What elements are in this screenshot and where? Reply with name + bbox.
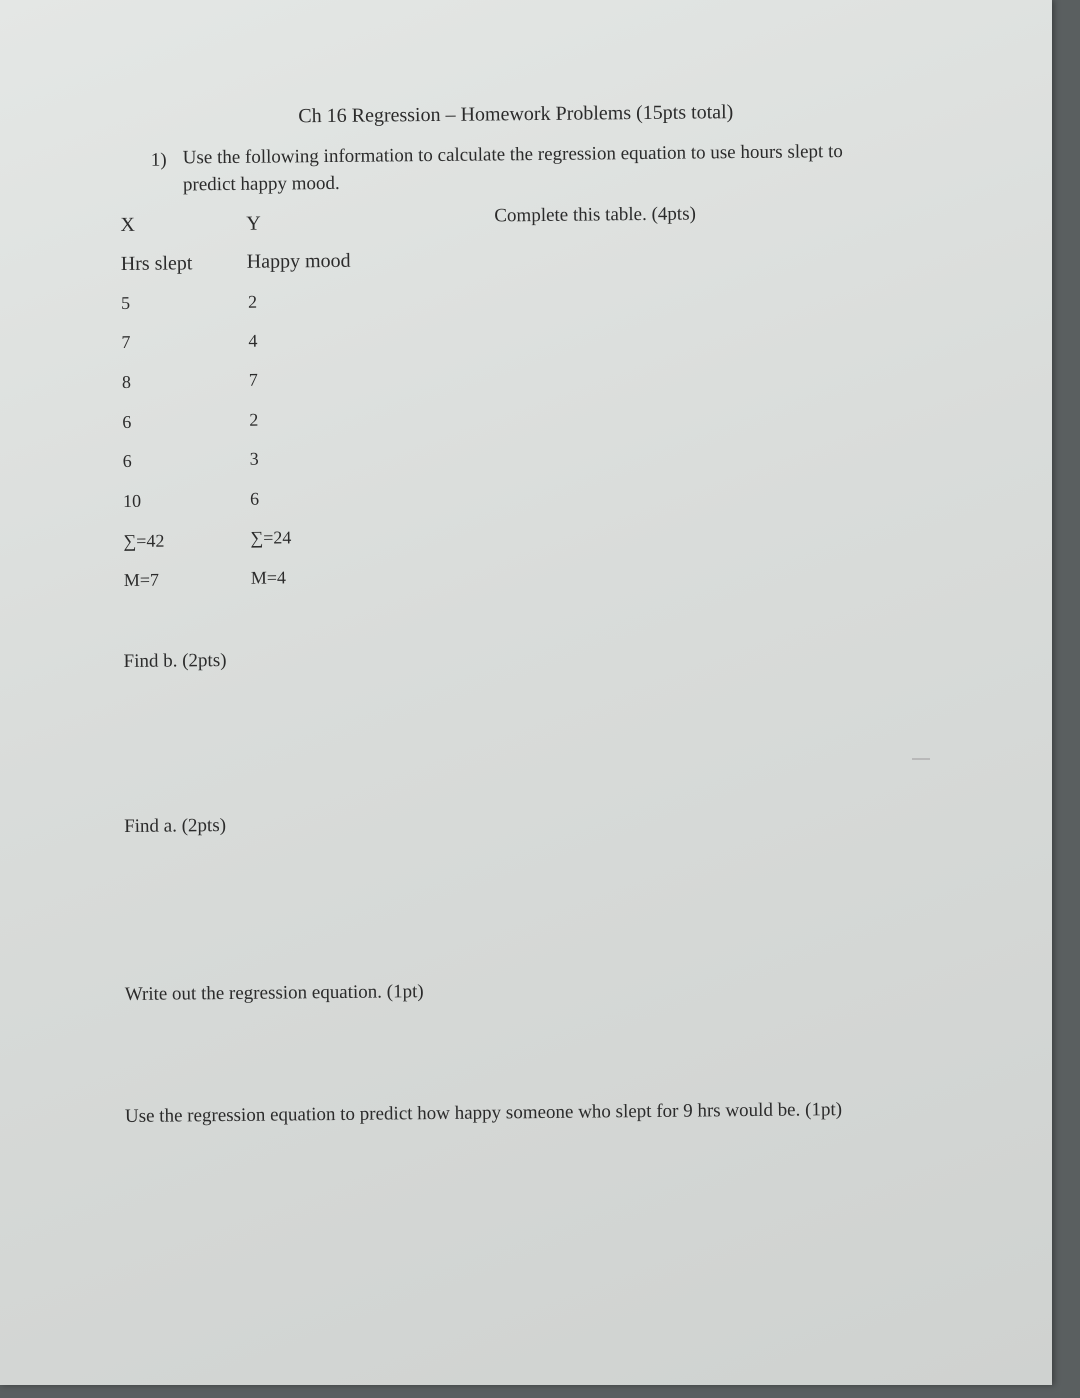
x-variable-label: Hrs slept [120, 252, 193, 276]
table-cell-x: 8 [121, 371, 131, 393]
table-cell-x: 7 [121, 331, 131, 353]
question-text-line2: predict happy mood. [182, 172, 340, 196]
sum-y: ∑=24 [250, 527, 292, 548]
table-cell-x: 6 [122, 411, 132, 433]
table-cell-y: 3 [249, 448, 259, 469]
find-b-prompt: Find b. (2pts) [123, 650, 227, 672]
table-cell-y: 4 [248, 330, 258, 351]
table-cell-x: 10 [122, 490, 142, 511]
y-column-header: Y [246, 212, 261, 235]
question-number: 1) [150, 149, 167, 171]
question-text-line1: Use the following information to calculate the regression equation to use hours slept to [182, 141, 843, 169]
table-cell-x: 5 [121, 292, 131, 314]
page-title: Ch 16 Regression – Homework Problems (15pts total) [298, 101, 734, 128]
sum-x: ∑=42 [123, 530, 165, 551]
table-cell-y: 7 [248, 369, 258, 390]
find-a-prompt: Find a. (2pts) [124, 815, 227, 838]
mean-x: M=7 [123, 569, 160, 590]
table-cell-y: 6 [249, 488, 260, 509]
table-cell-x: 6 [122, 450, 132, 471]
mean-y: M=4 [250, 567, 287, 588]
table-cell-y: 2 [249, 409, 259, 430]
prediction-prompt: Use the regression equation to predict how happy someone who slept for 9 hrs would be. (1pt) [124, 1099, 843, 1128]
regression-equation-prompt: Write out the regression equation. (1pt) [124, 981, 424, 1006]
pencil-mark [912, 758, 930, 760]
table-instruction: Complete this table. (4pts) [494, 203, 696, 227]
y-variable-label: Happy mood [246, 249, 351, 273]
table-cell-y: 2 [248, 291, 258, 312]
x-column-header: X [120, 213, 135, 237]
